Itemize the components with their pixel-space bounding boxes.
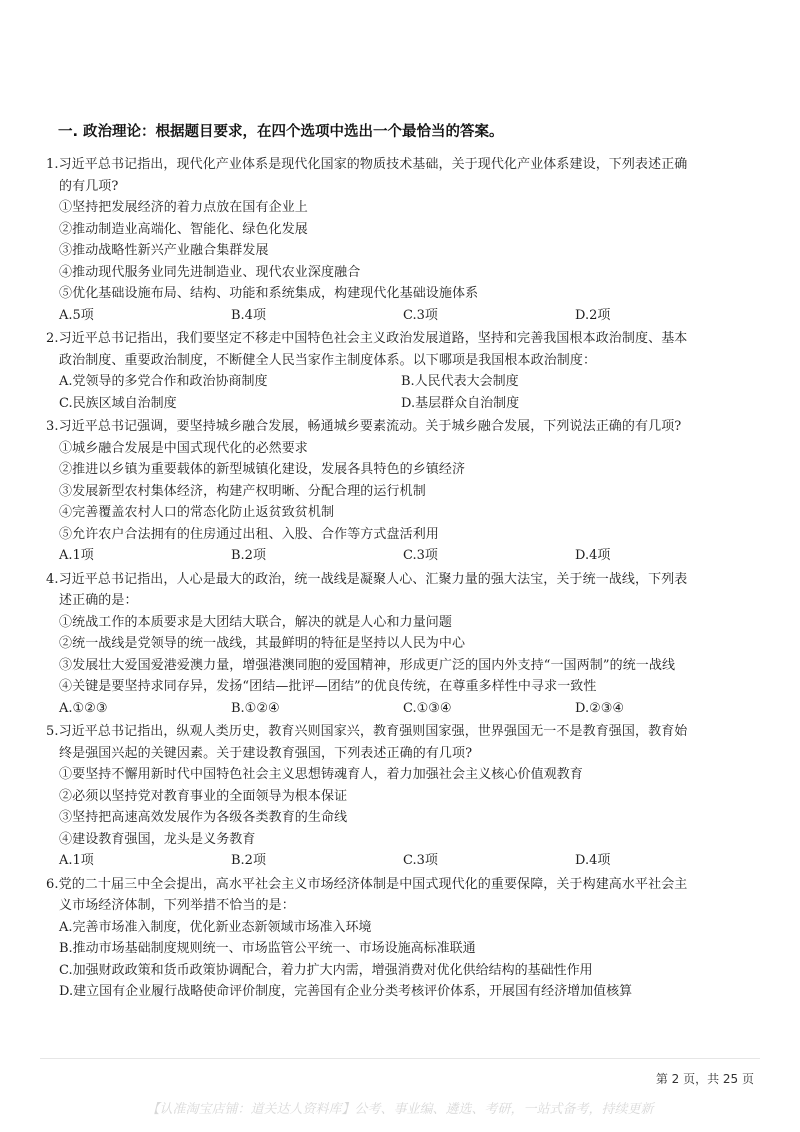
question-stem-line: 3.习近平总书记强调，要坚持城乡融合发展，畅通城乡要素流动。关于城乡融合发展，下列说法正确的有几项? (46, 419, 682, 434)
answer-option-b: B.①②④ (231, 700, 280, 716)
question-6 (46, 874, 756, 1003)
answer-option-d: D.2项 (575, 307, 611, 323)
watermark-text: 【认准淘宝店铺：道关达人资料库】公考、事业编、遴选、考研，一站式备考，持续更新 (146, 1102, 654, 1117)
answer-option-a: A.5项 (59, 307, 94, 323)
answer-options (46, 393, 756, 415)
statement-item: ②推进以乡镇为重要载体的新型城镇化建设，发展各具特色的乡镇经济 (59, 462, 466, 477)
answer-options (46, 938, 756, 960)
answer-options (46, 305, 756, 327)
answer-option-a: A.完善市场准入制度，优化新业态新领域市场准入环境 (59, 919, 372, 935)
answer-option-a: A.①②③ (59, 700, 108, 716)
question-stem-line: 的有几项? (59, 178, 119, 194)
question-stem-line: 4.习近平总书记指出，人心是最大的政治，统一战线是凝聚人心、汇聚力量的强大法宝，关于统一战线，下列表 (46, 571, 688, 587)
question-stem-line: 1.习近平总书记指出，现代化产业体系是现代化国家的物质技术基础，关于现代化产业体系建设，下列表述正确 (46, 157, 688, 172)
question-stem-line: 义市场经济体制，下列举措不恰当的是： (59, 898, 295, 913)
statement-item: ④推动现代服务业同先进制造业、现代农业深度融合 (59, 264, 361, 280)
question-stem-line: 2.习近平总书记指出，我们要坚定不移走中国特色社会主义政治发展道路，坚持和完善我国根本政治制度、基本 (46, 331, 688, 346)
footer-divider (40, 1058, 760, 1059)
answer-options (46, 981, 756, 1003)
statement-item: ④建设教育强国，龙头是义务教育 (59, 831, 256, 847)
answer-option-b: B.2项 (231, 853, 266, 868)
question-stem-line: 5.习近平总书记指出，纵观人类历史，教育兴则国家兴，教育强则国家强，世界强国无一不是教育强国，教育始 (46, 724, 688, 739)
statement-item: ①要坚持不懈用新时代中国特色社会主义思想铸魂育人，着力加强社会主义核心价值观教育 (59, 767, 584, 782)
answer-option-b: B.4项 (231, 307, 266, 323)
answer-option-b: B.推动市场基础制度规则统一、市场监管公平统一、市场设施高标准联通 (59, 941, 476, 956)
answer-option-d: D.4项 (575, 548, 611, 563)
statement-item: ②推动制造业高端化、智能化、绿色化发展 (59, 221, 308, 237)
statement-item: ②统一战线是党领导的统一战线，其最鲜明的特征是坚持以人民为中心 (59, 636, 466, 651)
statement-item: ①统战工作的本质要求是大团结大联合，解决的就是人心和力量问题 (59, 614, 453, 630)
answer-option-b: B.人民代表大会制度 (401, 374, 519, 389)
answer-options (46, 917, 756, 939)
question-1 (46, 154, 756, 326)
question-stem-line: 述正确的是： (59, 593, 138, 608)
question-3 (46, 416, 756, 567)
answer-options (46, 850, 756, 872)
statement-item: ③发展壮大爱国爱港爱澳力量，增强港澳同胞的爱国精神，形成更广泛的国内外支持“一国两制”的统一战线 (59, 657, 676, 673)
answer-option-d: D.基层群众自治制度 (401, 395, 520, 411)
answer-options (46, 960, 756, 982)
question-list (46, 154, 756, 1005)
statement-item: ①城乡融合发展是中国式现代化的必然要求 (59, 440, 308, 456)
page-number: 第 2 页，共 25 页 (655, 1072, 754, 1086)
statement-item: ③推动战略性新兴产业融合集群发展 (59, 243, 269, 258)
statement-item: ①坚持把发展经济的着力点放在国有企业上 (59, 200, 308, 215)
answer-option-b: B.2项 (231, 548, 266, 563)
answer-option-c: C.①③④ (403, 700, 452, 716)
answer-option-a: A.党领导的多党合作和政治协商制度 (59, 374, 268, 389)
answer-option-d: D.4项 (575, 853, 611, 868)
statement-item: ④关键是要坚持求同存异，发扬“团结—批评—团结”的优良传统，在尊重多样性中寻求一致性 (59, 679, 597, 694)
question-5 (46, 721, 756, 872)
statement-item: ③发展新型农村集体经济，构建产权明晰、分配合理的运行机制 (59, 483, 426, 499)
statement-item: ②必须以坚持党对教育事业的全面领导为根本保证 (59, 788, 348, 804)
answer-options (46, 371, 756, 393)
answer-option-c: C.3项 (403, 853, 438, 868)
question-stem-line: 政治制度、重要政治制度，不断健全人民当家作主制度体系。以下哪项是我国根本政治制度： (59, 352, 597, 368)
answer-option-a: A.1项 (59, 548, 94, 563)
question-4 (46, 569, 756, 720)
question-stem-line: 6.党的二十届三中全会提出，高水平社会主义市场经济体制是中国式现代化的重要保障，关于构建高水平社会主 (46, 876, 688, 892)
statement-item: ⑤优化基础设施布局、结构、功能和系统集成，构建现代化基础设施体系 (59, 286, 479, 301)
question-stem-line: 终是强国兴起的关键因素。关于建设教育强国，下列表述正确的有几项? (59, 745, 473, 761)
answer-option-c: C.民族区域自治制度 (59, 395, 177, 411)
answer-option-c: C.3项 (403, 548, 438, 563)
answer-option-c: C.加强财政政策和货币政策协调配合，着力扩大内需，增强消费对优化供给结构的基础性作用 (59, 962, 593, 978)
statement-item: ⑤允许农户合法拥有的住房通过出租、入股、合作等方式盘活利用 (59, 526, 439, 542)
section-title: 一. 政治理论：根据题目要求，在四个选项中选出一个最恰当的答案。 (58, 124, 504, 140)
statement-item: ④完善覆盖农村人口的常态化防止返贫致贫机制 (59, 505, 335, 520)
answer-options (46, 545, 756, 567)
answer-option-d: D.建立国有企业履行战略使命评价制度，完善国有企业分类考核评价体系，开展国有经济增加值核算 (59, 984, 633, 999)
answer-option-a: A.1项 (59, 853, 94, 868)
statement-item: ③坚持把高速高效发展作为各级各类教育的生命线 (59, 810, 348, 825)
question-2 (46, 328, 756, 414)
answer-option-d: D.②③④ (575, 700, 625, 716)
answer-option-c: C.3项 (403, 307, 438, 323)
answer-options (46, 698, 756, 720)
